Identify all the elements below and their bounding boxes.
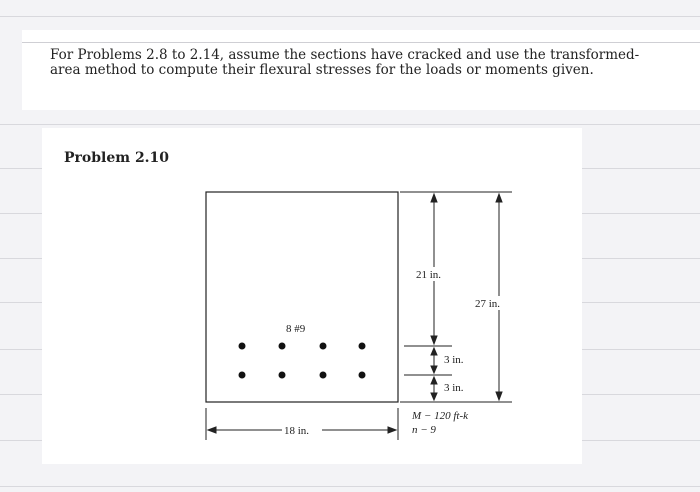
rebar-dot bbox=[279, 343, 286, 350]
rebar-dot bbox=[320, 372, 327, 379]
problem-statement-card bbox=[22, 30, 700, 110]
dim-18-label: 18 in. bbox=[284, 425, 310, 437]
dim-3a-line bbox=[431, 348, 437, 373]
beam-outline bbox=[206, 192, 398, 402]
dim-21-label: 21 in. bbox=[416, 269, 442, 281]
dim-3b-label: 3 in. bbox=[444, 382, 464, 394]
rebar-group bbox=[239, 343, 366, 379]
dim-3a-label: 3 in. bbox=[444, 354, 464, 366]
dim-3b-line bbox=[431, 377, 437, 400]
rebar-dot bbox=[320, 343, 327, 350]
figure-card bbox=[42, 128, 582, 464]
problem-statement: For Problems 2.8 to 2.14, assume the sections have cracked and use the transformed-area method to compute their flexural stresses for the loads or moments given. bbox=[50, 47, 640, 78]
rebar-dot bbox=[359, 372, 366, 379]
dim-27-label: 27 in. bbox=[475, 298, 501, 310]
rebar-dot bbox=[359, 343, 366, 350]
modular-ratio-label: n − 9 bbox=[412, 424, 436, 436]
moment-label: M − 120 ft-k bbox=[412, 410, 468, 422]
bars-label: 8 #9 bbox=[286, 323, 306, 335]
beam-section-diagram bbox=[42, 128, 582, 464]
rebar-dot bbox=[239, 372, 246, 379]
rebar-dot bbox=[279, 372, 286, 379]
rebar-dot bbox=[239, 343, 246, 350]
figure-title: Problem 2.10 bbox=[64, 150, 170, 166]
